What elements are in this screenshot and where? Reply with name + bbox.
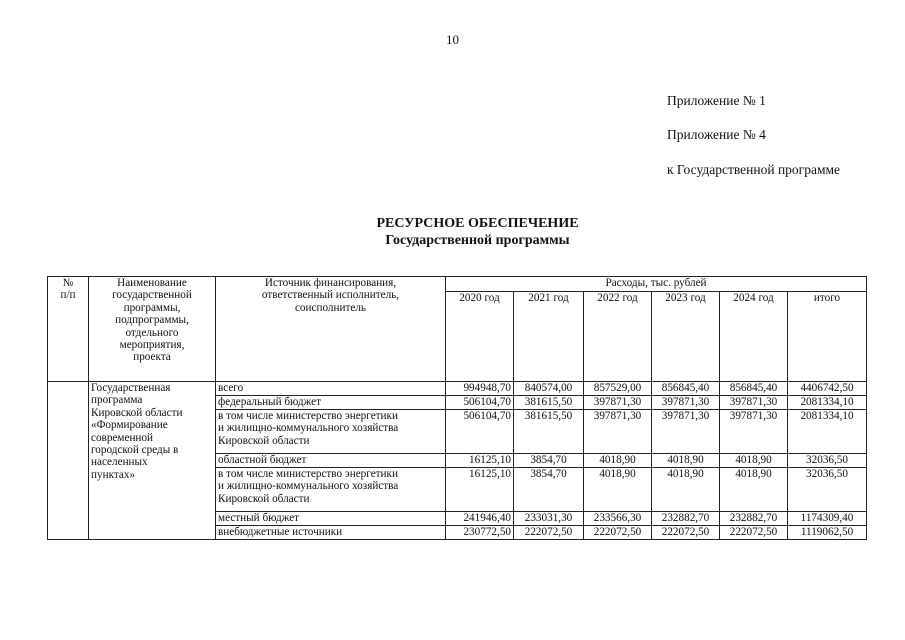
source-cell: областной бюджет (216, 454, 446, 468)
appendix-line-1: Приложение № 1 (667, 93, 766, 108)
value-cell: 506104,70 (446, 396, 514, 410)
value-cell: 32036,50 (788, 454, 867, 468)
value-cell: 1174309,40 (788, 512, 867, 526)
source-cell: в том числе министерство энергетики и жилищно-коммунального хозяйства Кировской области (216, 410, 446, 454)
value-cell: 4018,90 (652, 454, 720, 468)
value-cell: 857529,00 (584, 382, 652, 396)
source-cell: всего (216, 382, 446, 396)
value-cell: 222072,50 (584, 526, 652, 540)
value-cell: 233566,30 (584, 512, 652, 526)
header-year-2024: 2024 год (720, 292, 788, 382)
value-cell: 397871,30 (720, 410, 788, 454)
value-cell: 397871,30 (652, 410, 720, 454)
value-cell: 16125,10 (446, 454, 514, 468)
source-cell: местный бюджет (216, 512, 446, 526)
value-cell: 232882,70 (652, 512, 720, 526)
value-cell: 3854,70 (514, 468, 584, 512)
value-cell: 381615,50 (514, 410, 584, 454)
header-year-2023: 2023 год (652, 292, 720, 382)
value-cell: 233031,30 (514, 512, 584, 526)
program-name-cell: Государственная программа Кировской области «Формирование современной городской среды в населенных пунктах» (89, 382, 216, 540)
value-cell: 4018,90 (584, 468, 652, 512)
table-header-row-1 (48, 277, 867, 292)
value-cell: 506104,70 (446, 410, 514, 454)
table-row (48, 382, 867, 396)
value-cell: 32036,50 (788, 468, 867, 512)
value-cell: 856845,40 (652, 382, 720, 396)
page-number: 10 (446, 32, 459, 47)
value-cell: 16125,10 (446, 468, 514, 512)
header-year-2022: 2022 год (584, 292, 652, 382)
source-cell: в том числе министерство энергетики и жилищно-коммунального хозяйства Кировской области (216, 468, 446, 512)
value-cell: 856845,40 (720, 382, 788, 396)
value-cell: 840574,00 (514, 382, 584, 396)
value-cell: 397871,30 (720, 396, 788, 410)
value-cell: 994948,70 (446, 382, 514, 396)
value-cell: 4018,90 (720, 468, 788, 512)
appendix-line-3: к Государственной программе (667, 162, 841, 177)
appendix-line-2: Приложение № 4 (667, 127, 766, 142)
header-total: итого (788, 292, 867, 382)
value-cell: 4406742,50 (788, 382, 867, 396)
value-cell: 397871,30 (584, 410, 652, 454)
source-cell: федеральный бюджет (216, 396, 446, 410)
header-num: № п/п (48, 277, 89, 382)
header-name: Наименование государственной программы, подпрограммы, отдельного мероприятия, проекта (89, 277, 216, 382)
source-cell: внебюджетные источники (216, 526, 446, 540)
header-expenses: Расходы, тыс. рублей (446, 277, 867, 292)
value-cell: 222072,50 (652, 526, 720, 540)
num-cell (48, 382, 89, 540)
value-cell: 3854,70 (514, 454, 584, 468)
value-cell: 397871,30 (652, 396, 720, 410)
document-subtitle: Государственной программы (385, 233, 570, 248)
value-cell: 4018,90 (652, 468, 720, 512)
value-cell: 4018,90 (720, 454, 788, 468)
resource-table (47, 276, 867, 540)
value-cell: 381615,50 (514, 396, 584, 410)
value-cell: 4018,90 (584, 454, 652, 468)
value-cell: 230772,50 (446, 526, 514, 540)
value-cell: 1119062,50 (788, 526, 867, 540)
header-year-2020: 2020 год (446, 292, 514, 382)
header-year-2021: 2021 год (514, 292, 584, 382)
value-cell: 2081334,10 (788, 396, 867, 410)
document-title: РЕСУРСНОЕ ОБЕСПЕЧЕНИЕ (376, 216, 579, 231)
header-source: Источник финансирования, ответственный исполнитель, соисполнитель (216, 277, 446, 382)
value-cell: 222072,50 (720, 526, 788, 540)
value-cell: 241946,40 (446, 512, 514, 526)
value-cell: 397871,30 (584, 396, 652, 410)
value-cell: 222072,50 (514, 526, 584, 540)
value-cell: 232882,70 (720, 512, 788, 526)
value-cell: 2081334,10 (788, 410, 867, 454)
